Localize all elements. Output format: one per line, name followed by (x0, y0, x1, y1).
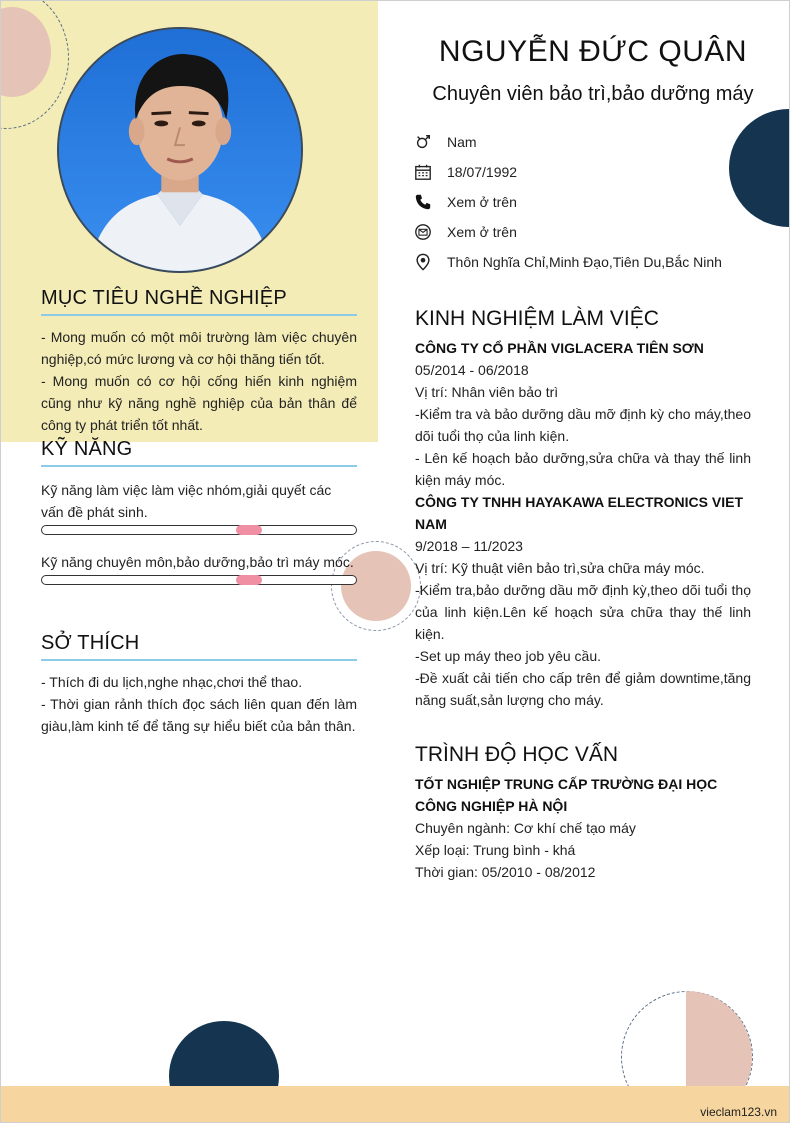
birthday-value: 18/07/1992 (447, 164, 518, 180)
skill-level-knob (236, 525, 262, 535)
job-position: Vị trí: Nhân viên bảo trì (415, 384, 559, 400)
objective-section (41, 287, 357, 436)
skill-bar (41, 525, 357, 535)
job-duty: -Đề xuất cải tiến cho cấp trên để giảm downtime,tăng năng suất,sản lượng cho máy. (415, 670, 751, 708)
candidate-role: Chuyên viên bảo trì,bảo dưỡng máy (432, 83, 754, 105)
job-duty: -Set up máy theo job yêu cầu. (415, 648, 601, 664)
gender-icon (413, 132, 433, 152)
section-title: MỤC TIÊU NGHỀ NGHIỆP (41, 287, 357, 316)
job-duty: -Kiểm tra và bảo dưỡng dầu mỡ định kỳ cho máy,theo dõi tuổi thọ của linh kiện. (415, 406, 751, 444)
contact-phone (413, 187, 722, 217)
decor-navy-circle (729, 109, 790, 227)
contact-address (413, 247, 722, 277)
education-school: TỐT NGHIỆP TRUNG CẤP TRƯỜNG ĐẠI HỌC CÔNG NGHIỆP HÀ NỘI (415, 776, 718, 814)
avatar (57, 27, 303, 273)
contact-list (413, 127, 722, 277)
hobby-text-1: - Thích đi du lịch,nghe nhạc,chơi thể thao. (41, 674, 303, 690)
education-major: Chuyên ngành: Cơ khí chế tạo máy (415, 820, 636, 836)
job-duty: - Lên kế hoạch bảo dưỡng,sửa chữa và thay thế linh kiện máy móc. (415, 450, 751, 488)
skill-bar (41, 575, 357, 585)
skill-level-knob (236, 575, 262, 585)
skill-label: Kỹ năng chuyên môn,bảo dưỡng,bảo trì máy móc. (41, 554, 354, 570)
address-value: Thôn Nghĩa Chỉ,Minh Đạo,Tiên Du,Bắc Ninh (447, 254, 722, 270)
phone-value: Xem ở trên (447, 194, 517, 210)
section-title: KINH NGHIỆM LÀM VIỆC (415, 307, 659, 330)
phone-icon (413, 192, 433, 212)
gender-value: Nam (447, 134, 477, 150)
contact-gender (413, 127, 722, 157)
contact-birthday (413, 157, 722, 187)
hobbies-section (41, 632, 357, 737)
candidate-name: NGUYỄN ĐỨC QUÂN (438, 35, 748, 68)
job-position: Vị trí: Kỹ thuật viên bảo trì,sửa chữa máy móc. (415, 560, 705, 576)
job-period: 05/2014 - 06/2018 (415, 362, 529, 378)
location-pin-icon (413, 252, 433, 272)
calendar-icon (413, 162, 433, 182)
skill-item (41, 551, 357, 585)
objective-text-2: - Mong muốn có cơ hội cống hiến kinh nghiệm cũng như kỹ năng nghề nghiệp của bản thân để công ty phát triển tốt nhất. (41, 373, 357, 433)
job-entry (415, 337, 751, 491)
experience-section (415, 307, 751, 711)
section-title: SỞ THÍCH (41, 632, 357, 661)
job-period: 9/2018 – 11/2023 (415, 538, 523, 554)
job-company: CÔNG TY CỔ PHẦN VIGLACERA TIÊN SƠN (415, 340, 704, 356)
job-duty: -Kiểm tra,bảo dưỡng dầu mỡ định kỳ,theo dõi tuổi thọ của linh kiện.Lên kế hoạch sửa chữa thay thế linh kiện. (415, 582, 751, 642)
job-entry (415, 491, 751, 711)
footer-brand: vieclam123.vn (700, 1105, 777, 1119)
contact-email (413, 217, 722, 247)
skill-item (41, 479, 357, 535)
objective-text-1: - Mong muốn có một môi trường làm việc chuyên nghiệp,có mức lương và cơ hội thăng tiến tốt. (41, 329, 357, 367)
email-value: Xem ở trên (447, 224, 517, 240)
education-section (415, 743, 751, 883)
hobby-text-2: - Thời gian rảnh thích đọc sách liên quan đến làm giàu,làm kinh tế để tăng sự hiểu biết của bản thân. (41, 696, 357, 734)
job-company: CÔNG TY TNHH HAYAKAWA ELECTRONICS VIET NAM (415, 494, 744, 532)
skills-section (41, 438, 357, 585)
section-title: KỸ NĂNG (41, 438, 357, 467)
portrait-photo (59, 29, 301, 271)
section-title: TRÌNH ĐỘ HỌC VẤN (415, 743, 619, 766)
skill-label: Kỹ năng làm việc làm việc nhóm,giải quyết các vấn đề phát sinh. (41, 482, 332, 520)
footer-bar (1, 1086, 790, 1123)
education-time: Thời gian: 05/2010 - 08/2012 (415, 864, 596, 880)
email-icon (413, 222, 433, 242)
education-rank: Xếp loại: Trung bình - khá (415, 842, 576, 858)
